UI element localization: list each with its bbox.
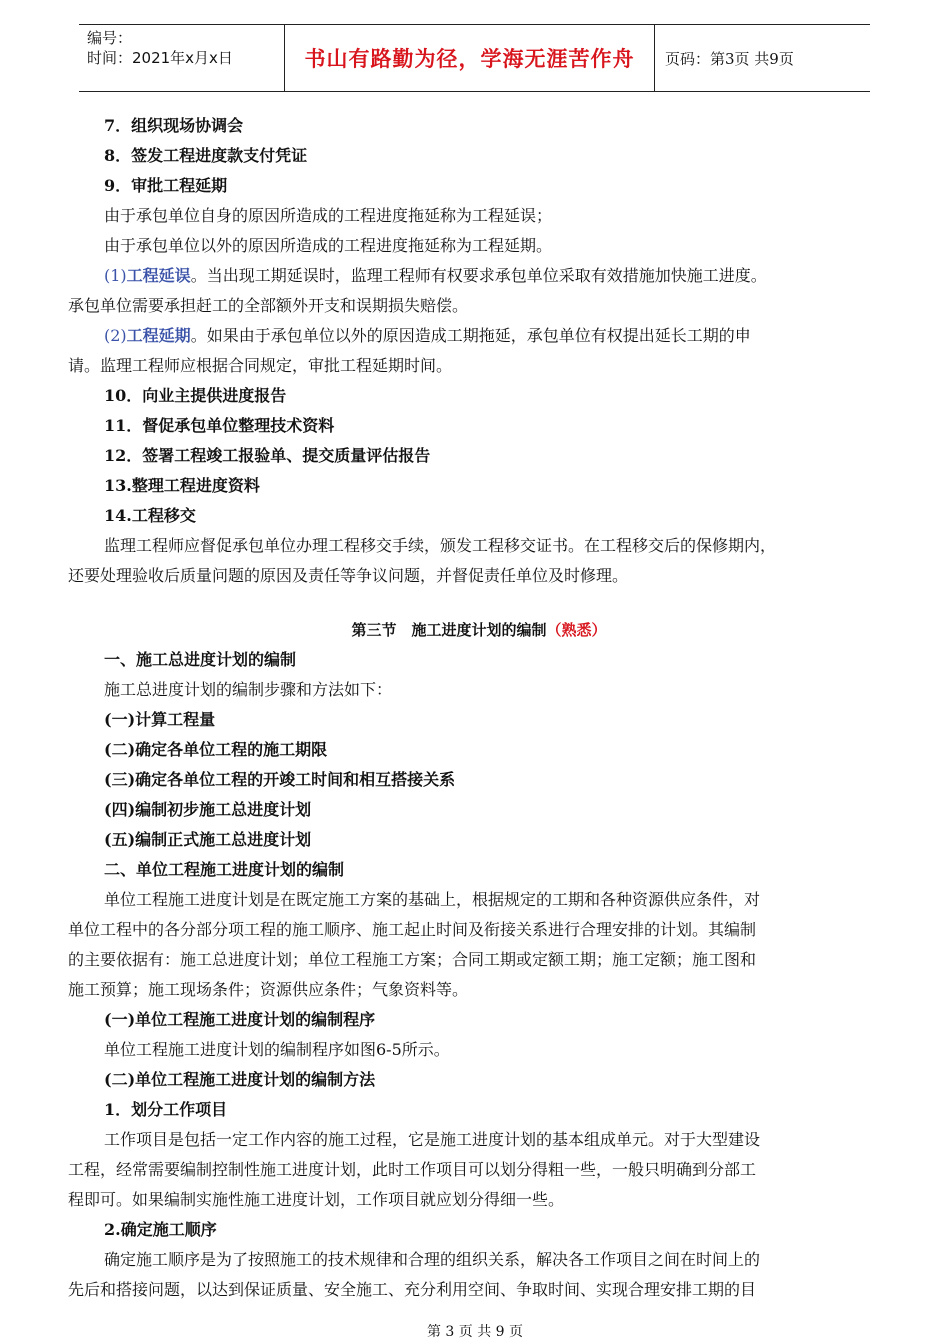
paragraph-text: 。如果由于承包单位以外的原因造成工期拖延，承包单位有权提出延长工期的申: [190, 326, 751, 345]
page-footer: 第 3 页 共 9 页: [426, 1324, 524, 1340]
paragraph-line: 由于承包单位以外的原因所造成的工程进度拖延称为工程延期。: [104, 236, 553, 255]
list-item: (一)计算工程量: [104, 710, 216, 729]
heading: 一、施工总进度计划的编制: [104, 650, 297, 669]
paragraph-line: 监理工程师应督促承包单位办理工程移交手续，颁发工程移交证书。在工程移交后的保修期内，: [104, 536, 777, 555]
section-tag: （熟悉）: [546, 621, 607, 639]
list-item: (二)确定各单位工程的施工期限: [104, 740, 328, 759]
header-page-info: 页码：第3页 共9页: [665, 49, 794, 68]
paragraph-line: 施工预算；施工现场条件；资源供应条件；气象资料等。: [68, 980, 469, 999]
heading: (二)单位工程施工进度计划的编制方法: [104, 1070, 376, 1089]
list-item: 2.确定施工顺序: [104, 1220, 217, 1239]
item-number: (2): [104, 326, 127, 345]
paragraph-line: [68, 261, 890, 291]
document-body: [68, 111, 890, 1305]
paragraph-line: 工程，经常需要编制控制性施工进度计划，此时工作项目可以划分得粗一些，一般只明确到分部工: [68, 1160, 757, 1179]
paragraph-line: 单位工程施工进度计划是在既定施工方案的基础上，根据规定的工期和各种资源供应条件，对: [104, 890, 761, 909]
paragraph-line: 先后和搭接问题，以达到保证质量、安全施工、充分利用空间、争取时间、实现合理安排工期的目: [68, 1280, 757, 1299]
heading: 二、单位工程施工进度计划的编制: [104, 860, 345, 879]
paragraph-line: 承包单位需要承担赶工的全部额外开支和误期损失赔偿。: [68, 296, 469, 315]
paragraph-line: 单位工程施工进度计划的编制程序如图6-5所示。: [104, 1040, 450, 1059]
heading: (一)单位工程施工进度计划的编制程序: [104, 1010, 376, 1029]
paragraph-line: 工作项目是包括一定工作内容的施工过程，它是施工进度计划的基本组成单元。对于大型建设: [104, 1130, 761, 1149]
paragraph-line: 单位工程中的各分部分项工程的施工顺序、施工起止时间及衔接关系进行合理安排的计划。其编制: [68, 920, 757, 939]
list-item: 11．督促承包单位整理技术资料: [104, 416, 335, 435]
paragraph-line: 还要处理验收后质量问题的原因及责任等争议问题，并督促责任单位及时修理。: [68, 566, 629, 585]
paragraph-line: 施工总进度计划的编制步骤和方法如下：: [104, 680, 393, 699]
list-item: 13.整理工程进度资料: [104, 476, 260, 495]
list-item: 12．签署工程竣工报验单、提交质量评估报告: [104, 446, 431, 465]
list-item: 14.工程移交: [104, 506, 196, 525]
paragraph-line: 的主要依据有：施工总进度计划；单位工程施工方案；合同工期或定额工期；施工定额；施工图和: [68, 950, 757, 969]
header-time: 时间：2021年x月x日: [87, 49, 233, 67]
term-delay: 工程延误: [126, 266, 191, 285]
header-meta: [79, 25, 285, 91]
list-item: 9．审批工程延期: [104, 176, 228, 195]
paragraph-line: 程即可。如果编制实施性施工进度计划，工作项目就应划分得细一些。: [68, 1190, 565, 1209]
list-item: 1．划分工作项目: [104, 1100, 228, 1119]
header-motto: 书山有路勤为径，学海无涯苦作舟: [285, 25, 655, 91]
paragraph-line: [68, 321, 890, 351]
list-item: 10．向业主提供进度报告: [104, 386, 287, 405]
paragraph-line: 确定施工顺序是为了按照施工的技术规律和合理的组织关系，解决各工作项目之间在时间上的: [104, 1250, 761, 1269]
list-item: (四)编制初步施工总进度计划: [104, 800, 312, 819]
list-item: (五)编制正式施工总进度计划: [104, 830, 312, 849]
list-item: 7．组织现场协调会: [104, 116, 244, 135]
paragraph-text: 。当出现工期延误时，监理工程师有权要求承包单位采取有效措施加快施工进度。: [190, 266, 767, 285]
section-title-text: 第三节 施工进度计划的编制: [351, 621, 547, 639]
section-title: [68, 615, 890, 645]
item-number: (1): [104, 266, 127, 285]
spacer: [68, 591, 890, 615]
page-header: [79, 24, 870, 92]
paragraph-line: 由于承包单位自身的原因所造成的工程进度拖延称为工程延误；: [104, 206, 553, 225]
list-item: (三)确定各单位工程的开竣工时间和相互搭接关系: [104, 770, 456, 789]
list-item: 8．签发工程进度款支付凭证: [104, 146, 308, 165]
paragraph-line: 请。监理工程师应根据合同规定，审批工程延期时间。: [68, 356, 453, 375]
header-number: 编号：: [87, 29, 133, 47]
term-extension: 工程延期: [126, 326, 191, 345]
